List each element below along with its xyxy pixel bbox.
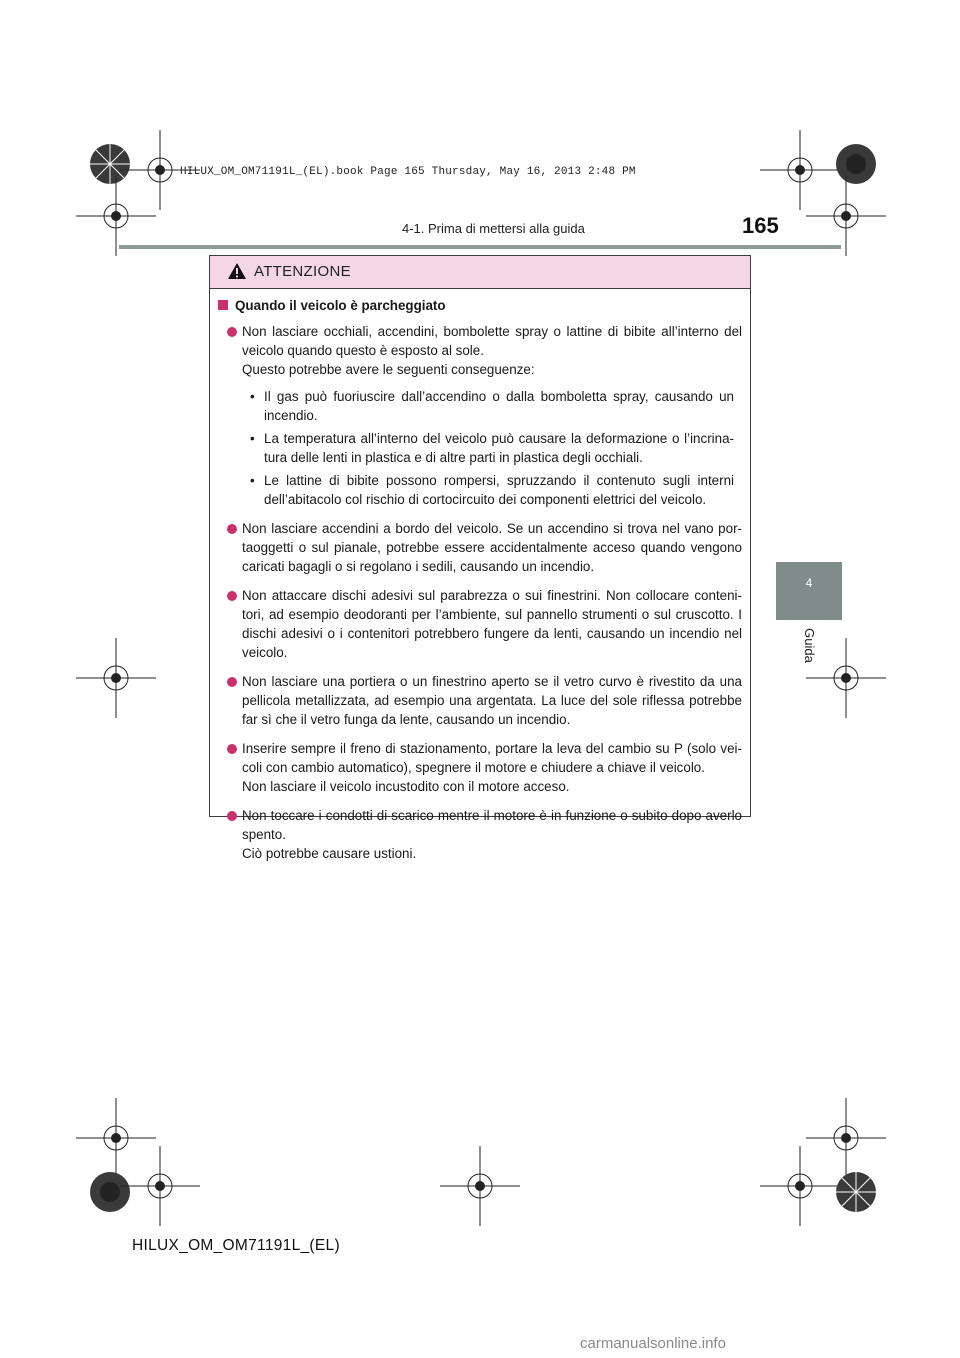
round-bullet-icon [227,811,237,821]
caution-item-2 [218,519,742,576]
caution-body [218,296,742,873]
caution-heading [218,296,742,315]
round-bullet-icon [227,744,237,754]
square-bullet-icon [218,300,228,310]
crosshair-mark-bottom-left [120,1146,200,1226]
chapter-number: 4 [805,576,813,590]
sub-item [242,471,742,509]
sub-bullet-icon: • [250,431,255,446]
caution-item-4 [218,672,742,729]
caution-item-text: Non lasciare una portiera o un finestrino aperto se il vetro curvo è rivestito da una pellicola metallizzata, ad esempio una argentata. La luce del sole riflessa potrebbe far sì che il vetro funga da lente, causando un incendio. [242,674,742,727]
caution-item-5 [218,739,742,796]
chapter-tab [776,562,842,620]
round-bullet-icon [227,524,237,534]
registration-mark-bottom-right [826,1150,886,1230]
caution-item-text: Inserire sempre il freno di stazionamento, portare la leva del cambio su P (solo vei-coli con cambio automatico), spegnere il motore e chiudere a chiave il veicolo. [242,741,742,775]
sub-bullet-icon: • [250,389,255,404]
caution-item-text: Non attaccare dischi adesivi sul parabrezza o sui finestrini. Non collocare conteni-tori, ad esempio deodoranti per l’ambiente, sul pannello strumenti o sul cruscotto. I dischi adesivi o i contenitori potrebbero fungere da lenti, causando un incendio nel veicolo. [242,588,742,660]
caution-item-text: Ciò potrebbe causare ustioni. [242,846,417,861]
caution-box [209,255,751,861]
sub-item-text: Il gas può fuoriuscire dall’accendino o dalla bomboletta spray, causando un incendio. [264,389,734,423]
chapter-label-container [798,620,828,680]
warning-triangle-icon [228,263,246,284]
caution-item-text: Non toccare i condotti di scarico mentre il motore è in funzione o subito dopo averlo spento. [242,808,742,842]
caution-header [210,256,750,289]
caution-item-text: Questo potrebbe avere le seguenti conseguenze: [242,362,535,377]
chapter-label: Guida [801,628,817,663]
caution-item-6 [218,806,742,863]
caution-heading-text: Quando il veicolo è parcheggiato [235,298,446,313]
round-bullet-icon [227,677,237,687]
caution-item-text: Non lasciare il veicolo incustodito con il motore acceso. [242,779,570,794]
caution-item-3 [218,586,742,662]
caution-item-text: Non lasciare occhiali, accendini, bombolette spray o lattine di bibite all’interno del veicolo quando questo è esposto al sole. [242,324,742,358]
round-bullet-icon [227,591,237,601]
caution-item-text: Non lasciare accendini a bordo del veicolo. Se un accendino si trova nel vano por-taoggetti o sul pianale, potrebbe essere accidentalmente acceso quando vengono caricati bagagli o si regolano i sedili, causando un incendio. [242,521,742,574]
sub-item [242,387,742,425]
crosshair-mark-right-upper [806,176,886,256]
round-bullet-icon [227,327,237,337]
crosshair-mark-bottom-center [440,1146,520,1226]
print-info-line: HILUX_OM_OM71191L_(EL).book Page 165 Thursday, May 16, 2013 2:48 PM [180,166,636,178]
sub-list [242,387,742,509]
header-rule [119,245,841,249]
sub-item [242,429,742,467]
page-number: 165 [742,213,779,238]
sub-item-text: La temperatura all’interno del veicolo può causare la deformazione o l’incrina-tura delle lenti in plastica e di altre parti in plastica degli occhiali. [264,431,734,465]
crosshair-mark-left-middle [76,638,156,718]
sub-bullet-icon: • [250,473,255,488]
sub-item-text: Le lattine di bibite possono rompersi, spruzzando il contenuto sugli interni dell’abitacolo col rischio di cortocircuito dei componenti elettrici del veicolo. [264,473,734,507]
caution-item-1 [218,322,742,509]
section-title: 4-1. Prima di mettersi alla guida [402,221,585,236]
document-code: HILUX_OM_OM71191L_(EL) [132,1237,340,1254]
caution-title: ATTENZIONE [254,263,351,280]
crosshair-mark-left-upper [76,176,156,256]
watermark: carmanualsonline.info [580,1335,726,1352]
